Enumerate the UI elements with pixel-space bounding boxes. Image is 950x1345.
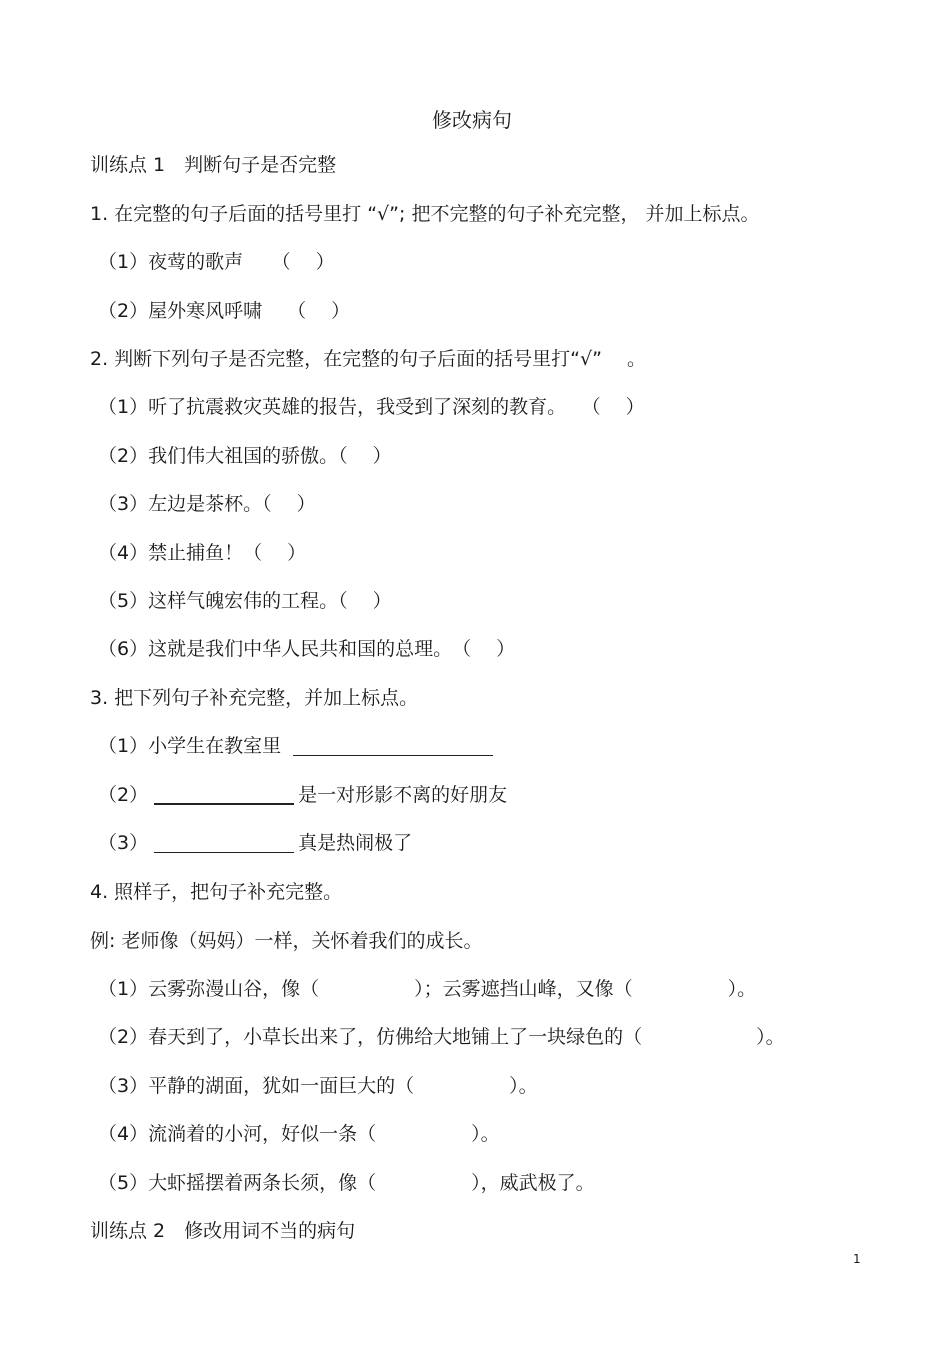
page-title: 修改病句 [432,108,512,132]
section1-heading: 训练点 1 判断句子是否完整 [90,154,337,176]
fill-blank-line[interactable] [154,851,294,853]
q3-item-1 [98,733,497,759]
q3-item-2-prefix: （2） [98,784,149,806]
q2-instruction: 2. 判断下列句子是否完整，在完整的句子后面的括号里打“√” 。 [90,348,647,370]
q4-item-2: （2）春天到了，小草长出来了，仿佛给大地铺上了一块绿色的（ ）。 [98,1026,785,1048]
q4-instruction: 4. 照样子，把句子补充完整。 [90,881,343,903]
q2-item-4: （4）禁止捕鱼！（ ） [98,542,307,564]
q2-item-3: （3）左边是茶杯。（ ） [98,493,316,515]
q2-item-5: （5）这样气魄宏伟的工程。（ ） [98,590,392,612]
q4-item-3: （3）平静的湖面，犹如一面巨大的（ ）。 [98,1075,538,1097]
fill-blank-line[interactable] [293,754,493,756]
q4-item-1: （1）云雾弥漫山谷，像（ ）；云雾遮挡山峰，又像（ ）。 [98,978,757,1000]
q2-item-1: （1）听了抗震救灾英雄的报告，我受到了深刻的教育。 （ ） [98,396,645,418]
page-number: 1 [853,1252,861,1266]
q3-item-3 [98,830,412,856]
q2-item-6: （6）这就是我们中华人民共和国的总理。 （ ） [98,638,516,660]
q2-item-2: （2）我们伟大祖国的骄傲。（ ） [98,445,392,467]
q1-item-1: （1）夜莺的歌声 （ ） [98,251,335,273]
q3-item-1-text: （1）小学生在教室里 [98,735,282,757]
q1-item-2: （2）屋外寒风呼啸 （ ） [98,300,351,322]
q3-item-2 [98,782,507,808]
fill-blank-line[interactable] [154,802,294,805]
q1-instruction: 1. 在完整的句子后面的括号里打 “√”; 把不完整的句子补充完整， 并加上标点。 [90,203,760,225]
q3-instruction: 3. 把下列句子补充完整，并加上标点。 [90,687,419,709]
q4-item-5: （5）大虾摇摆着两条长须，像（ ），威武极了。 [98,1172,595,1194]
q3-item-3-prefix: （3） [98,832,149,854]
section2-heading: 训练点 2 修改用词不当的病句 [90,1220,356,1242]
q3-item-2-text: 是一对形影不离的好朋友 [298,784,508,806]
q4-item-4: （4）流淌着的小河，好似一条（ ）。 [98,1123,500,1145]
q4-example: 例: 老师像（妈妈）一样，关怀着我们的成长。 [90,930,483,952]
q3-item-3-text: 真是热闹极了 [298,832,413,854]
